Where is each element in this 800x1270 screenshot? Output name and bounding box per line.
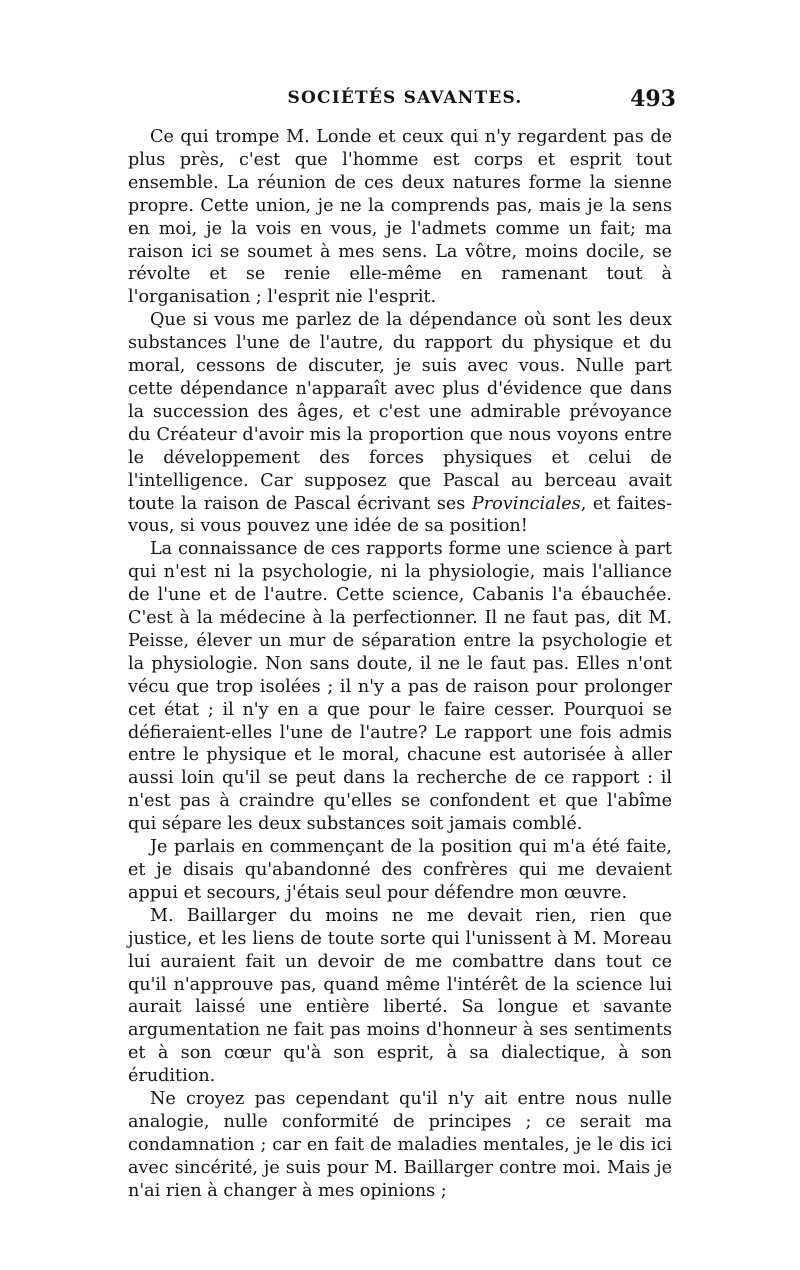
- paragraph-4: Je parlais en commençant de la position qui m'a été faite, et je disais qu'abandonné des confrères qui me devaient appui et secours, j'étais seul pour défendre mon œuvre.: [128, 837, 672, 903]
- running-head: [130, 88, 680, 118]
- paragraph-2: [128, 309, 672, 538]
- paragraph-2-text-after: , et faites-vous, si vous pouvez une idée de sa position!: [128, 493, 673, 537]
- paragraph-3: La connaissance de ces rapports forme une science à part qui n'est ni la psychologie, ni la physiologie, mais l'alliance de l'une et de l'autre. Cette science, Cabanis l'a ébauchée. C'est à la médecine à la perfectionner. Il ne faut pas, dit M. Peisse, élever un mur de séparation entre la psychologie et la physiologie. Non sans doute, il ne le faut pas. Elles n'ont vécu que trop isolées ; il n'y a pas de raison pour prolonger cet état ; il n'y en a que pour le faire cesser. Pourquoi se défieraient-elles l'une de l'autre? Le rapport une fois admis entre le physique et le moral, chacune est autorisée à aller aussi loin qu'il se peut dans la recherche de ce rapport : il n'est pas à craindre qu'elles se confondent et que l'abîme qui sépare les deux substances soit jamais comblé.: [128, 539, 672, 835]
- paragraph-1: Ce qui trompe M. Londe et ceux qui n'y regardent pas de plus près, c'est que l'homme est corps et esprit tout ensemble. La réunion de ces deux natures forme la sienne propre. Cette union, je ne la comprends pas, mais je la sens en moi, je la vois en vous, je l'admets comme un fait; ma raison ici se soumet à mes sens. La vôtre, moins docile, se révolte et se renie elle-même en ramenant tout à l'organisation ; l'esprit nie l'esprit.: [128, 127, 672, 308]
- italic-title: Provinciales: [471, 493, 581, 514]
- page-number: 493: [630, 86, 676, 112]
- paragraph-5: M. Baillarger du moins ne me devait rien, rien que justice, et les liens de toute sorte qui l'unissent à M. Moreau lui auraient fait un devoir de me combattre dans tout ce qu'il n'approuve pas, quand même l'intérêt de la science lui aurait laissé une entière liberté. Sa longue et savante argumentation ne fait pas moins d'honneur à ses sentiments et à son cœur qu'à son esprit, à sa dialectique, à son érudition.: [128, 905, 672, 1087]
- paragraph-6: Ne croyez pas cependant qu'il n'y ait entre nous nulle analogie, nulle conformité de principes ; ce serait ma condamnation ; car en fait de maladies mentales, je le dis ici avec sincérité, je suis pour M. Baillarger contre moi. Mais je n'ai rien à changer à mes opinions ;: [128, 1089, 672, 1201]
- running-title: SOCIÉTÉS SAVANTES.: [287, 88, 523, 108]
- body-text: [128, 126, 672, 1203]
- paragraph-2-text-before: Que si vous me parlez de la dépendance où sont les deux substances l'une de l'autre, du rapport du physique et du moral, cessons de discuter, je suis avec vous. Nulle part cette dépendance n'apparaît avec plus d'évidence que dans la succession des âges, et c'est une admirable prévoyance du Créateur d'avoir mis la proportion que nous voyons entre le développement des forces physiques et celui de l'intelligence. Car supposez que Pascal au berceau avait toute la raison de Pascal écrivant ses: [128, 310, 672, 514]
